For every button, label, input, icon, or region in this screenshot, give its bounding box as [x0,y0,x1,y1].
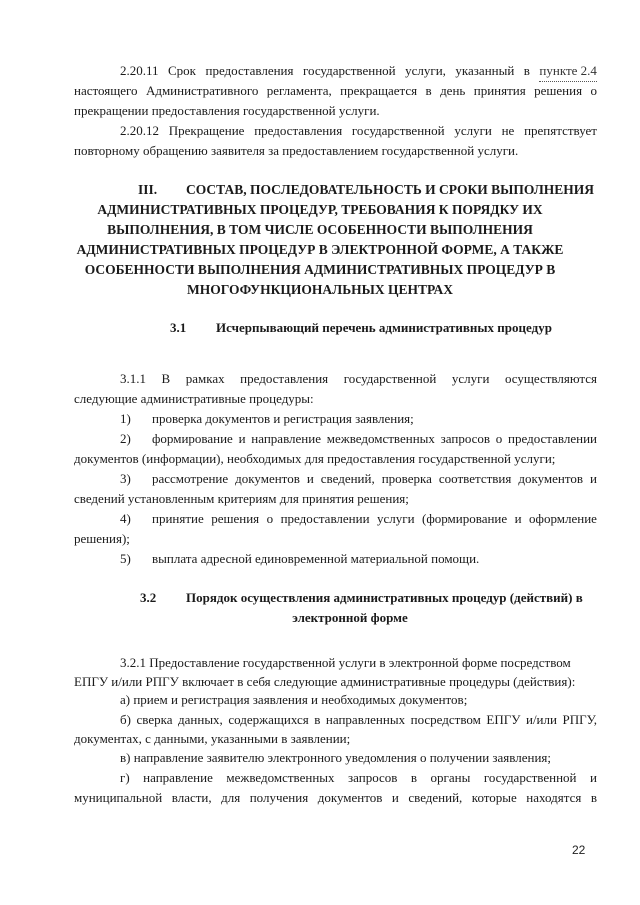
paragraph-3-1-1-line1 [120,369,597,389]
word: не [501,123,515,138]
list-item-number: 4) [120,511,131,526]
word: и [391,790,399,805]
word: предоставления [205,63,294,78]
word: документов [518,471,584,486]
paragraph-3-2-1-item-b-continuation: документах, с данными, указанными в заявлении; [74,731,351,746]
subsection-3-2-number: 3.2 [140,590,157,605]
list-item-continuation: решения); [74,531,130,546]
word: данных, [178,712,223,727]
word: и [590,471,597,486]
section-3-title-line: МНОГОФУНКЦИОНАЛЬНЫХ ЦЕНТРАХ [186,282,454,297]
list-item-number: 5) [120,551,131,566]
word: предоставления [254,123,343,138]
word: находятся [526,790,582,805]
section-3-title-line: СОСТАВ, ПОСЛЕДОВАТЕЛЬНОСТЬ И СРОКИ ВЫПОЛНЕНИЯ [186,182,595,197]
word: услуги [451,371,490,386]
section-3-title-line: ОСОБЕННОСТИ ВЫПОЛНЕНИЯ АДМИНИСТРАТИВНЫХ ПРОЦЕДУР В [84,262,556,277]
section-3-title-line: ВЫПОЛНЕНИЯ, В ТОМ ЧИСЛЕ ОСОБЕННОСТИ ВЫПОЛНЕНИЯ [107,222,533,237]
word: решения [211,511,260,526]
word: рамках [185,371,225,386]
word: документов [235,471,300,486]
word: 2.20.11 [120,63,159,78]
paragraph-3-2-1-line1: 3.2.1 Предоставление государственной услуги в электронной форме посредством [120,655,571,670]
word: в [590,790,597,805]
section-3-title-line: АДМИНИСТРАТИВНЫХ ПРОЦЕДУР В ЭЛЕКТРОННОЙ ФОРМЕ, А ТАКЖЕ [76,242,564,257]
section-3-number: III. [138,182,158,197]
paragraph-3-2-1-line2: ЕПГУ и/или РПГУ включает в себя следующие административные процедуры (действия): [74,674,576,689]
paragraph-2-20-12-line2: повторному обращению заявителя за предоставлением государственной услуги. [74,143,519,158]
word: указанный [455,63,515,78]
word: межведомственных [326,431,435,446]
list-item-text [152,469,597,489]
list-item-text [152,429,597,449]
word: государственной [343,371,437,386]
word: Прекращение [168,123,245,138]
word: запросов [440,431,491,446]
word: и/или [525,712,557,727]
word: сведений, [320,471,375,486]
word: ЕПГУ [486,712,521,727]
word: б) [120,712,131,727]
word: услуги [377,511,415,526]
word: межведомственных [226,770,335,785]
word: в [425,83,432,98]
word: запросов [348,770,398,785]
word: Административного [145,83,259,98]
word: услуги, [405,63,446,78]
subsection-3-1-title: Исчерпывающий перечень административных процедур [216,320,552,335]
clause-reference-link[interactable]: пункте 2.4 [539,61,597,82]
word: и [238,431,246,446]
word: и [589,770,597,785]
word: и [514,511,522,526]
word: г) [120,770,130,785]
word: сверка [136,712,173,727]
page-number: 22 [572,843,586,857]
paragraph-3-2-1-item-a: а) прием и регистрация заявления и необходимых документов; [120,692,468,707]
word: решения [534,83,583,98]
word: для [221,790,241,805]
word: оформление [529,511,597,526]
list-item-text: выплата адресной единовременной материальной помощи. [152,551,480,566]
word: Срок [168,63,197,78]
word: направленных [325,712,406,727]
word: рассмотрение [152,471,229,486]
word: предоставления [240,371,329,386]
paragraph-3-2-1-item-d-continuation [74,788,597,808]
word: проверка [381,471,432,486]
word: принятие [152,511,204,526]
word: документов [317,790,383,805]
section-3-title-line: АДМИНИСТРАТИВНЫХ ПРОЦЕДУР, ТРЕБОВАНИЯ К ПОРЯДКУ ИХ [97,202,543,217]
word: (формирование [422,511,508,526]
word: посредством [410,712,481,727]
list-item-text [152,509,597,529]
word: 2.20.12 [120,123,159,138]
list-item-number: 2) [120,431,131,446]
word: государственной [351,123,445,138]
list-item-continuation: документов (информации), необходимых для предоставления государственной услуги; [74,451,556,466]
word: и [306,471,314,486]
list-item-number: 1) [120,411,131,426]
word: власти, [171,790,212,805]
word: направление [143,770,213,785]
word: в [410,770,418,785]
word: формирование [152,431,233,446]
word: органы [430,770,471,785]
word: настоящего [74,83,138,98]
word: муниципальной [74,790,163,805]
word: В [161,371,171,386]
word: государственной [483,770,577,785]
word: направление [251,431,321,446]
paragraph-2-20-12-line1 [120,121,597,141]
paragraph-3-2-1-item-c: в) направление заявителю электронного уведомления о получении заявления; [120,750,552,765]
word: получения [249,790,309,805]
word: соответствия [438,471,512,486]
word: регламента, [266,83,332,98]
paragraph-2-20-11-line3: прекращении предоставления государственной услуги. [74,103,380,118]
word: предоставлении [280,511,370,526]
paragraph-3-1-1-line2: следующие административные процедуры: [74,391,314,406]
list-item-number: 3) [120,471,131,486]
word: прекращается [340,83,418,98]
paragraph-2-20-11-line1 [120,61,597,82]
word: которые [471,790,517,805]
word: услуги [454,123,492,138]
word: сведений, [408,790,463,805]
subsection-3-1-number: 3.1 [170,320,187,335]
word: в [523,63,530,78]
word: принятия [473,83,526,98]
subsection-3-2-title: Порядок осуществления административных процедур (действий) в [186,590,583,605]
subsection-3-2-title: электронной форме [292,610,408,625]
word: РПГУ, [562,712,597,727]
word: о [495,431,503,446]
word: осуществляются [504,371,597,386]
list-item-continuation: сведений установленным критериям для принятия решения; [74,491,409,506]
word: препятствует [524,123,597,138]
word: о [590,83,597,98]
word: содержащихся [228,712,309,727]
paragraph-2-20-11-line2 [74,81,597,101]
word: государственной [302,63,396,78]
paragraph-3-2-1-item-b [120,710,597,730]
word: предоставлении [508,431,597,446]
word: день [440,83,466,98]
list-item-text: проверка документов и регистрация заявления; [152,411,414,426]
paragraph-3-2-1-item-d [120,768,597,788]
word: 3.1.1 [120,371,146,386]
word: в [314,712,321,727]
word: о [266,511,274,526]
